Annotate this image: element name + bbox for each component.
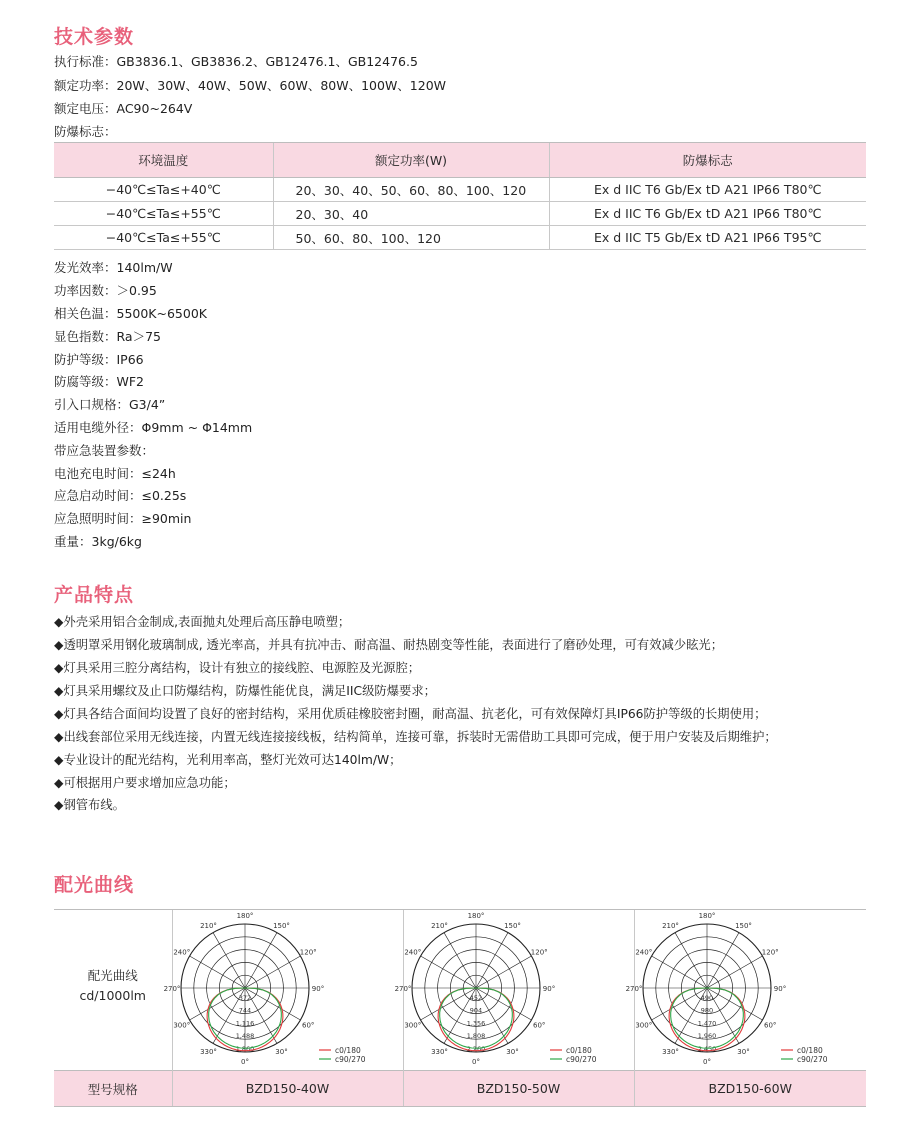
cell-power: 20、30、40、50、60、80、100、120 (273, 178, 549, 202)
angle-label: 120° (762, 948, 779, 957)
angle-label: 270° (394, 985, 411, 993)
polar-spoke (652, 988, 707, 1020)
angle-label: 270° (163, 985, 180, 993)
angle-label: 60° (301, 1021, 314, 1030)
cell-temp: −40℃≤Ta≤+40℃ (54, 178, 273, 202)
polar-spoke (476, 933, 508, 988)
spec-anticorrosion: 防腐等级：WF2 (54, 374, 145, 389)
angle-label: 270° (625, 985, 643, 993)
angle-label: 30° (505, 1048, 519, 1057)
polar-spoke (707, 956, 762, 988)
intensity-label: 1,960 (697, 1032, 717, 1041)
angle-label: 210° (199, 921, 217, 930)
polar-spoke (675, 933, 707, 988)
angle-label: 150° (272, 921, 290, 930)
header-ex-mark: 防爆标志 (549, 143, 866, 178)
polar-spoke (213, 933, 245, 988)
angle-label: 330° (662, 1048, 680, 1057)
polar-spoke (476, 988, 531, 1020)
angle-label: 30° (737, 1048, 750, 1057)
angle-label: 0° (240, 1058, 249, 1066)
model-header: 型号规格 (54, 1071, 172, 1107)
ex-mark-table (54, 142, 866, 250)
feature-item: ◆外壳采用铝合金制成,表面抛丸处理后高压静电喷塑； (54, 615, 351, 629)
polar-spoke (652, 956, 707, 988)
polar-spoke (189, 956, 244, 988)
angle-label: 300° (635, 1021, 653, 1030)
angle-label: 240° (635, 948, 653, 957)
polar-spoke (707, 988, 762, 1020)
curves-row-label (54, 910, 172, 1006)
legend-label-c0: c0/180 (334, 1046, 361, 1055)
polar-spoke (476, 956, 531, 988)
angle-label: 180° (467, 912, 484, 920)
polar-curve-50w (394, 910, 632, 1070)
angle-label: 0° (471, 1058, 480, 1066)
model-name: BZD150-50W (403, 1071, 634, 1107)
header-ambient-temp: 环境温度 (54, 143, 273, 178)
table-row (54, 178, 866, 202)
angle-label: 300° (172, 1021, 190, 1030)
polar-spoke (420, 956, 475, 988)
feature-item: ◆灯具采用三腔分离结构，设计有独立的接线腔、电源腔及光源腔； (54, 661, 421, 675)
angle-label: 300° (403, 1021, 421, 1030)
curves-table (54, 909, 866, 1107)
polar-spoke (245, 956, 300, 988)
angle-label: 240° (403, 948, 421, 957)
angle-label: 0° (703, 1058, 712, 1066)
ex-mark-label: 防爆标志： (54, 124, 117, 139)
intensity-label: 1,488 (235, 1032, 254, 1041)
polar-spoke (189, 988, 244, 1020)
spec-luminous-efficacy: 发光效率：140lm/W (54, 260, 173, 275)
curves-label-line1: 配光曲线 (87, 968, 138, 983)
feature-item: ◆灯具各结合面间均设置了良好的密封结构，采用优质硅橡胶密封圈，耐高温、抗老化，可有效保障灯具IP66防护等级的长期使用； (54, 707, 767, 721)
spec-cable: 适用电缆外径：Φ9mm ~ Φ14mm (54, 420, 253, 435)
spec-weight: 重量：3kg/6kg (54, 534, 142, 549)
intensity-label: 980 (701, 1006, 714, 1015)
feature-item: ◆透明罩采用钢化玻璃制成, 透光率高，并具有抗冲击、耐高温、耐热剧变等性能，表面进行了磨砂处理，可有效减少眩光； (54, 638, 724, 652)
model-name: BZD150-60W (634, 1071, 866, 1107)
spec-inlet: 引入口规格：G3/4” (54, 397, 166, 412)
intensity-label: 1,356 (466, 1019, 485, 1028)
cell-power: 20、30、40 (273, 202, 549, 226)
spec-ip: 防护等级：IP66 (54, 352, 144, 367)
intensity-label: 1,808 (466, 1032, 485, 1041)
spec-start-time: 应急启动时间：≤0.25s (54, 488, 187, 503)
angle-label: 60° (532, 1021, 545, 1030)
angle-label: 150° (503, 921, 521, 930)
power-line: 额定功率：20W、30W、40W、50W、60W、80W、100W、120W (54, 78, 447, 93)
angle-label: 330° (430, 1048, 448, 1057)
spec-charge-time: 电池充电时间：≤24h (54, 466, 176, 481)
table-row (54, 226, 866, 250)
polar-spoke (444, 933, 476, 988)
features-section-title: 产品特点 (54, 584, 135, 606)
intensity-label: 372 (238, 993, 251, 1002)
angle-label: 90° (542, 985, 555, 993)
polar-curve-40w (163, 910, 401, 1070)
intensity-label: 904 (469, 1006, 482, 1015)
polar-curve-60w (625, 910, 863, 1070)
polar-spoke (707, 933, 739, 988)
cell-mark: Ex d IIC T6 Gb/Ex tD A21 IP66 T80℃ (549, 178, 866, 202)
spec-emergency-title: 带应急装置参数： (54, 443, 155, 458)
curves-section-title: 配光曲线 (54, 874, 135, 896)
legend-label-c90: c90/270 (334, 1055, 366, 1064)
legend-label-c90: c90/270 (565, 1055, 597, 1064)
model-name: BZD150-40W (172, 1071, 403, 1107)
table-header-row (54, 143, 866, 178)
legend-label-c0: c0/180 (797, 1046, 823, 1055)
legend-label-c90: c90/270 (797, 1055, 828, 1064)
angle-label: 210° (662, 921, 680, 930)
table-row (54, 202, 866, 226)
angle-label: 180° (698, 912, 716, 920)
intensity-label: 2,260 (466, 1045, 485, 1053)
cell-temp: −40℃≤Ta≤+55℃ (54, 226, 273, 250)
cell-mark: Ex d IIC T6 Gb/Ex tD A21 IP66 T80℃ (549, 202, 866, 226)
intensity-label: 1,116 (235, 1019, 254, 1028)
feature-item: ◆钢管布线。 (54, 798, 125, 812)
spec-power-factor: 功率因数：＞0.95 (54, 283, 157, 298)
intensity-label: 452 (469, 993, 482, 1002)
cell-mark: Ex d IIC T5 Gb/Ex tD A21 IP66 T95℃ (549, 226, 866, 250)
angle-label: 180° (236, 912, 253, 920)
polar-spoke (245, 933, 277, 988)
angle-label: 120° (299, 948, 317, 957)
intensity-label: 744 (238, 1006, 251, 1015)
intensity-label: 1,860 (235, 1045, 254, 1053)
spec-light-time: 应急照明时间：≥90min (54, 511, 192, 526)
feature-item: ◆出线套部位采用无线连接，内置无线连接接线板，结构简单，连接可靠，拆装时无需借助工具即可完成，便于用户安装及后期维护； (54, 730, 777, 744)
feature-item: ◆专业设计的配光结构，光利用率高，整灯光效可达140lm/W； (54, 753, 402, 767)
spec-cri: 显色指数：Ra＞75 (54, 329, 161, 344)
curves-label-unit: cd/1000lm (79, 988, 146, 1003)
intensity-label: 490 (701, 993, 714, 1002)
cell-power: 50、60、80、100、120 (273, 226, 549, 250)
voltage-line: 额定电压：AC90~264V (54, 101, 193, 116)
angle-label: 240° (172, 948, 190, 957)
spec-color-temp: 相关色温：5500K~6500K (54, 306, 207, 321)
angle-label: 30° (274, 1048, 288, 1057)
angle-label: 210° (430, 921, 448, 930)
polar-spoke (420, 988, 475, 1020)
feature-item: ◆灯具采用螺纹及止口防爆结构，防爆性能优良，满足IIC级防爆要求； (54, 684, 436, 698)
legend-label-c0: c0/180 (565, 1046, 592, 1055)
angle-label: 90° (774, 985, 787, 993)
feature-item: ◆可根据用户要求增加应急功能； (54, 776, 236, 790)
angle-label: 150° (735, 921, 753, 930)
intensity-label: 2,450 (697, 1045, 717, 1053)
angle-label: 330° (199, 1048, 217, 1057)
intensity-label: 1,470 (697, 1019, 717, 1028)
polar-spoke (245, 988, 300, 1020)
angle-label: 60° (764, 1021, 777, 1030)
cell-temp: −40℃≤Ta≤+55℃ (54, 202, 273, 226)
angle-label: 90° (311, 985, 324, 993)
tech-section-title: 技术参数 (54, 26, 135, 48)
standard-line: 执行标准：GB3836.1、GB3836.2、GB12476.1、GB12476.5 (54, 54, 418, 69)
angle-label: 120° (530, 948, 548, 957)
header-rated-power: 额定功率(W) (273, 143, 549, 178)
